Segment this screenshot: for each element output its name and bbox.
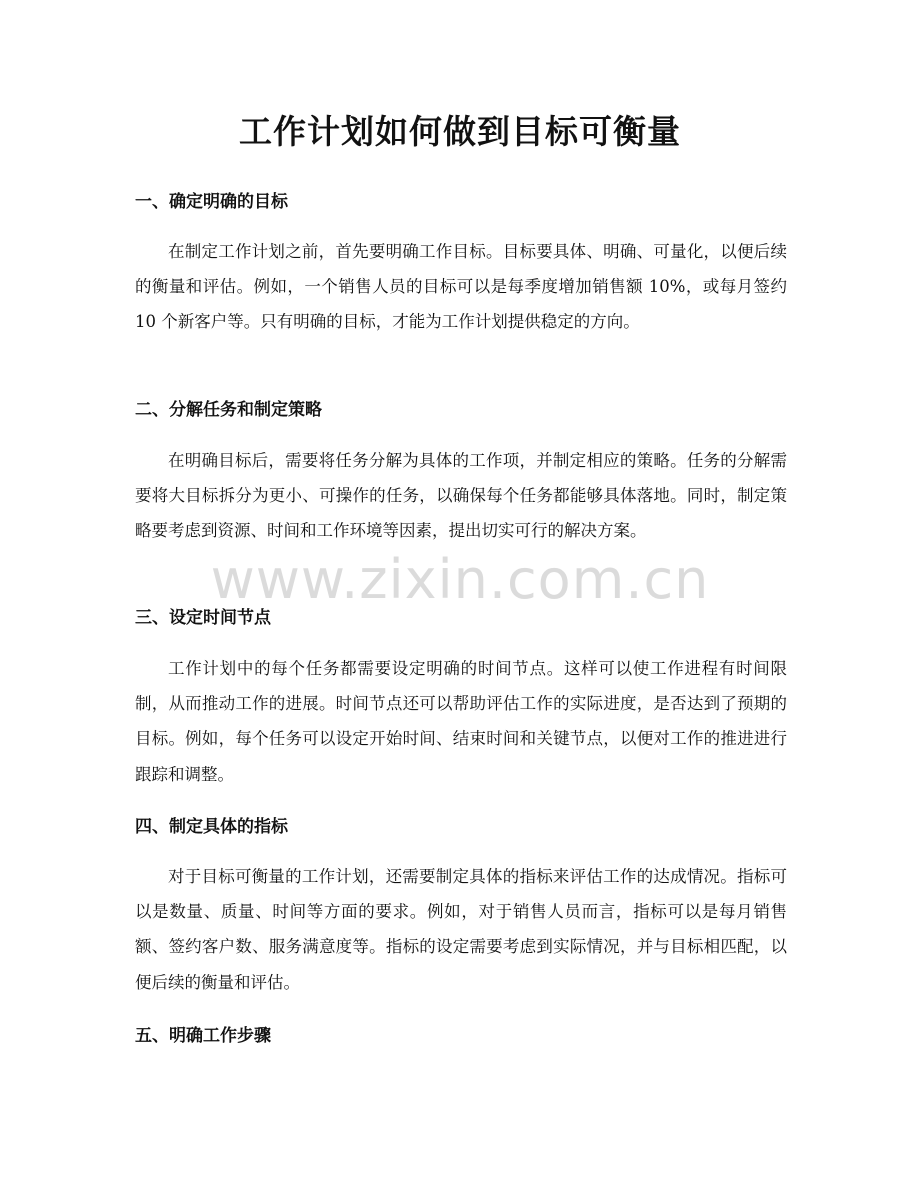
section-heading-1: 一、确定明确的目标 xyxy=(135,192,288,212)
section-body-2: 在明确目标后，需要将任务分解为具体的工作项，并制定相应的策略。任务的分解需要将大目标拆分为更小、可操作的任务，以确保每个任务都能够具体落地。同时，制定策略要考虑到资源、时间和工作环境等因素，提出切实可行的解决方案。 xyxy=(135,451,787,541)
section-body-1: 在制定工作计划之前，首先要明确工作目标。目标要具体、明确、可量化，以便后续的衡量和评估。例如，一个销售人员的目标可以是每季度增加销售额 10%，或每月签约 10 个新客户等。只有明确的目标，才能为工作计划提供稳定的方向。 xyxy=(135,242,787,332)
section-heading-2: 二、分解任务和制定策略 xyxy=(135,400,322,420)
watermark: www.zixin.com.cn xyxy=(210,548,710,611)
document-title: 工作计划如何做到目标可衡量 xyxy=(239,112,681,151)
section-heading-3: 三、设定时间节点 xyxy=(135,608,271,628)
section-heading-5: 五、明确工作步骤 xyxy=(135,1026,271,1046)
section-body-3: 工作计划中的每个任务都需要设定明确的时间节点。这样可以使工作进程有时间限制，从而推动工作的进展。时间节点还可以帮助评估工作的实际进度，是否达到了预期的目标。例如，每个任务可以设定开始时间、结束时间和关键节点，以便对工作的推进进行跟踪和调整。 xyxy=(135,659,787,784)
section-body-4: 对于目标可衡量的工作计划，还需要制定具体的指标来评估工作的达成情况。指标可以是数量、质量、时间等方面的要求。例如，对于销售人员而言，指标可以是每月销售额、签约客户数、服务满意度等。指标的设定需要考虑到实际情况，并与目标相匹配，以便后续的衡量和评估。 xyxy=(135,867,787,992)
section-heading-4: 四、制定具体的指标 xyxy=(135,817,288,837)
